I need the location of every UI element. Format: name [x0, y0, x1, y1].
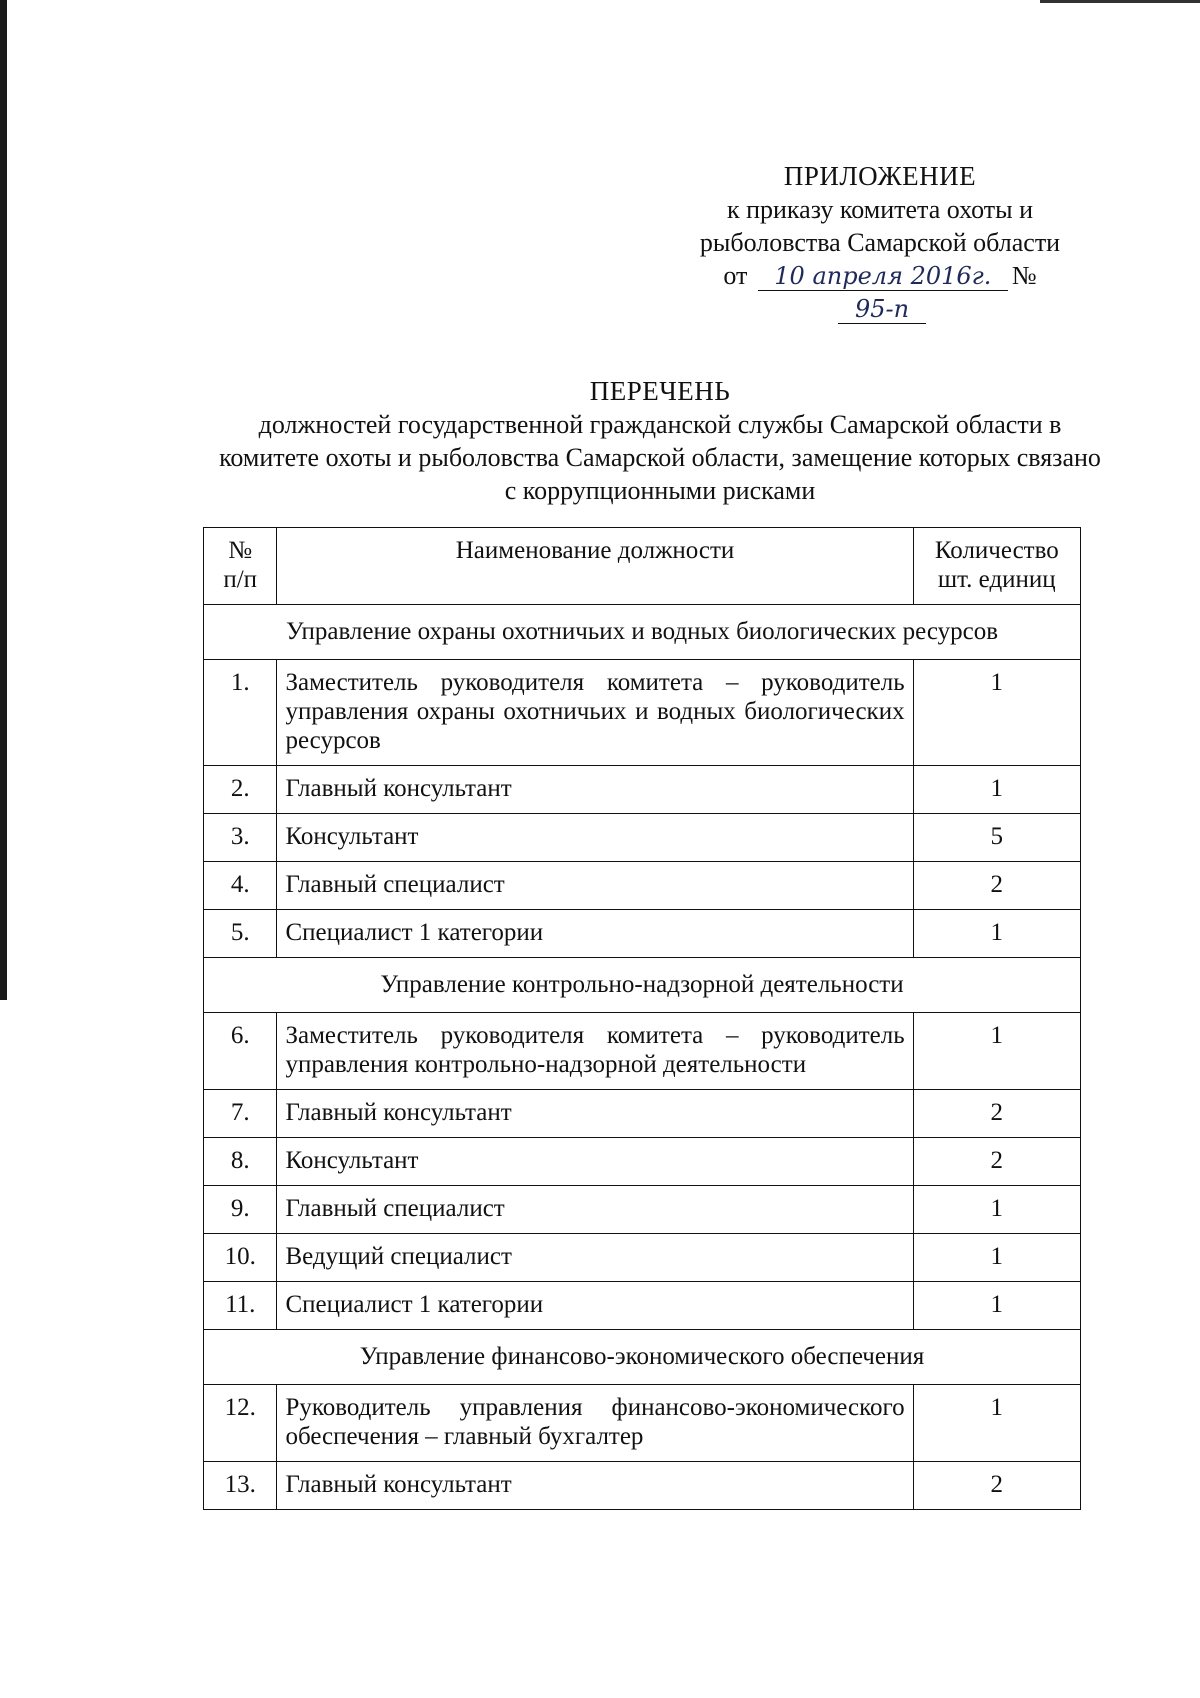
heading-subtitle-1: должностей государственной гражданской службы Самарской области в: [258, 410, 1062, 439]
row-quantity: 2: [913, 1138, 1080, 1186]
row-number: 6.: [204, 1013, 277, 1090]
header-num: [204, 528, 277, 605]
row-position-name: Главный консультант: [277, 1462, 913, 1510]
row-quantity: 1: [913, 660, 1080, 766]
row-quantity: 1: [913, 1186, 1080, 1234]
handwritten-date: 10 апреля 2016г.: [758, 262, 1008, 291]
header-qty-line-1: Количество: [934, 537, 1059, 564]
table-row: [204, 910, 1081, 958]
row-position-name: Главный специалист: [277, 862, 913, 910]
table-row: [204, 1462, 1081, 1510]
row-position-name: Консультант: [277, 814, 913, 862]
section-title: Управление финансово-экономического обеспечения: [204, 1330, 1081, 1385]
row-position-name: Главный консультант: [277, 1090, 913, 1138]
row-position-name: Заместитель руководителя комитета – руководитель управления охраны охотничьих и водных биологических ресурсов: [277, 660, 913, 766]
table-row: [204, 1138, 1081, 1186]
heading-subtitle-3: с коррупционными рисками: [504, 476, 816, 505]
row-quantity: 5: [913, 814, 1080, 862]
header-qty-line-2: шт. единиц: [937, 566, 1056, 593]
row-number: 13.: [204, 1462, 277, 1510]
section-title: Управление охраны охотничьих и водных биологических ресурсов: [204, 605, 1081, 660]
row-number: 5.: [204, 910, 277, 958]
row-quantity: 1: [913, 1385, 1080, 1462]
row-quantity: 1: [913, 1282, 1080, 1330]
section-row: [204, 1330, 1081, 1385]
table-row: [204, 660, 1081, 766]
row-quantity: 1: [913, 1013, 1080, 1090]
appendix-title: ПРИЛОЖЕНИЕ: [783, 161, 977, 191]
row-number: 2.: [204, 766, 277, 814]
table-row: [204, 1186, 1081, 1234]
table-row: [204, 1013, 1081, 1090]
appendix-line-1: к приказу комитета охоты и: [726, 195, 1034, 224]
row-quantity: 1: [913, 1234, 1080, 1282]
heading-subtitle-2: комитете охоты и рыболовства Самарской области, замещение которых связано: [219, 443, 1101, 472]
document-heading: [190, 375, 1130, 507]
section-row: [204, 958, 1081, 1013]
appendix-block: [690, 160, 1070, 325]
row-number: 4.: [204, 862, 277, 910]
table-row: [204, 814, 1081, 862]
table-row: [204, 1282, 1081, 1330]
scan-edge-mark: [0, 0, 7, 1000]
number-label: №: [1011, 261, 1037, 290]
row-number: 11.: [204, 1282, 277, 1330]
section-title: Управление контрольно-надзорной деятельности: [204, 958, 1081, 1013]
row-position-name: Главный консультант: [277, 766, 913, 814]
row-number: 8.: [204, 1138, 277, 1186]
table-header-row: [204, 528, 1081, 605]
row-position-name: Руководитель управления финансово-экономического обеспечения – главный бухгалтер: [277, 1385, 913, 1462]
heading-title: ПЕРЕЧЕНЬ: [589, 376, 731, 406]
scan-top-mark: [1040, 0, 1200, 3]
table-row: [204, 862, 1081, 910]
row-number: 7.: [204, 1090, 277, 1138]
section-row: [204, 605, 1081, 660]
row-number: 12.: [204, 1385, 277, 1462]
row-position-name: Консультант: [277, 1138, 913, 1186]
row-number: 9.: [204, 1186, 277, 1234]
row-position-name: Специалист 1 категории: [277, 1282, 913, 1330]
row-quantity: 2: [913, 1462, 1080, 1510]
positions-table: [203, 527, 1081, 1510]
handwritten-number: 95-п: [838, 295, 926, 324]
header-qty: [913, 528, 1080, 605]
table-row: [204, 1385, 1081, 1462]
header-name: Наименование должности: [277, 528, 913, 605]
table-row: [204, 1090, 1081, 1138]
table-body: [204, 605, 1081, 1510]
header-num-line-2: п/п: [223, 566, 258, 593]
row-number: 10.: [204, 1234, 277, 1282]
row-number: 3.: [204, 814, 277, 862]
row-number: 1.: [204, 660, 277, 766]
row-quantity: 1: [913, 766, 1080, 814]
appendix-line-2: рыболовства Самарской области: [699, 228, 1061, 257]
row-quantity: 2: [913, 1090, 1080, 1138]
table-row: [204, 766, 1081, 814]
row-position-name: Ведущий специалист: [277, 1234, 913, 1282]
row-quantity: 2: [913, 862, 1080, 910]
row-position-name: Заместитель руководителя комитета – руководитель управления контрольно-надзорной деятельности: [277, 1013, 913, 1090]
row-position-name: Специалист 1 категории: [277, 910, 913, 958]
from-label: от: [723, 261, 748, 290]
row-quantity: 1: [913, 910, 1080, 958]
appendix-date-line: [690, 259, 1070, 325]
table-row: [204, 1234, 1081, 1282]
header-num-line-1: №: [228, 537, 253, 564]
row-position-name: Главный специалист: [277, 1186, 913, 1234]
